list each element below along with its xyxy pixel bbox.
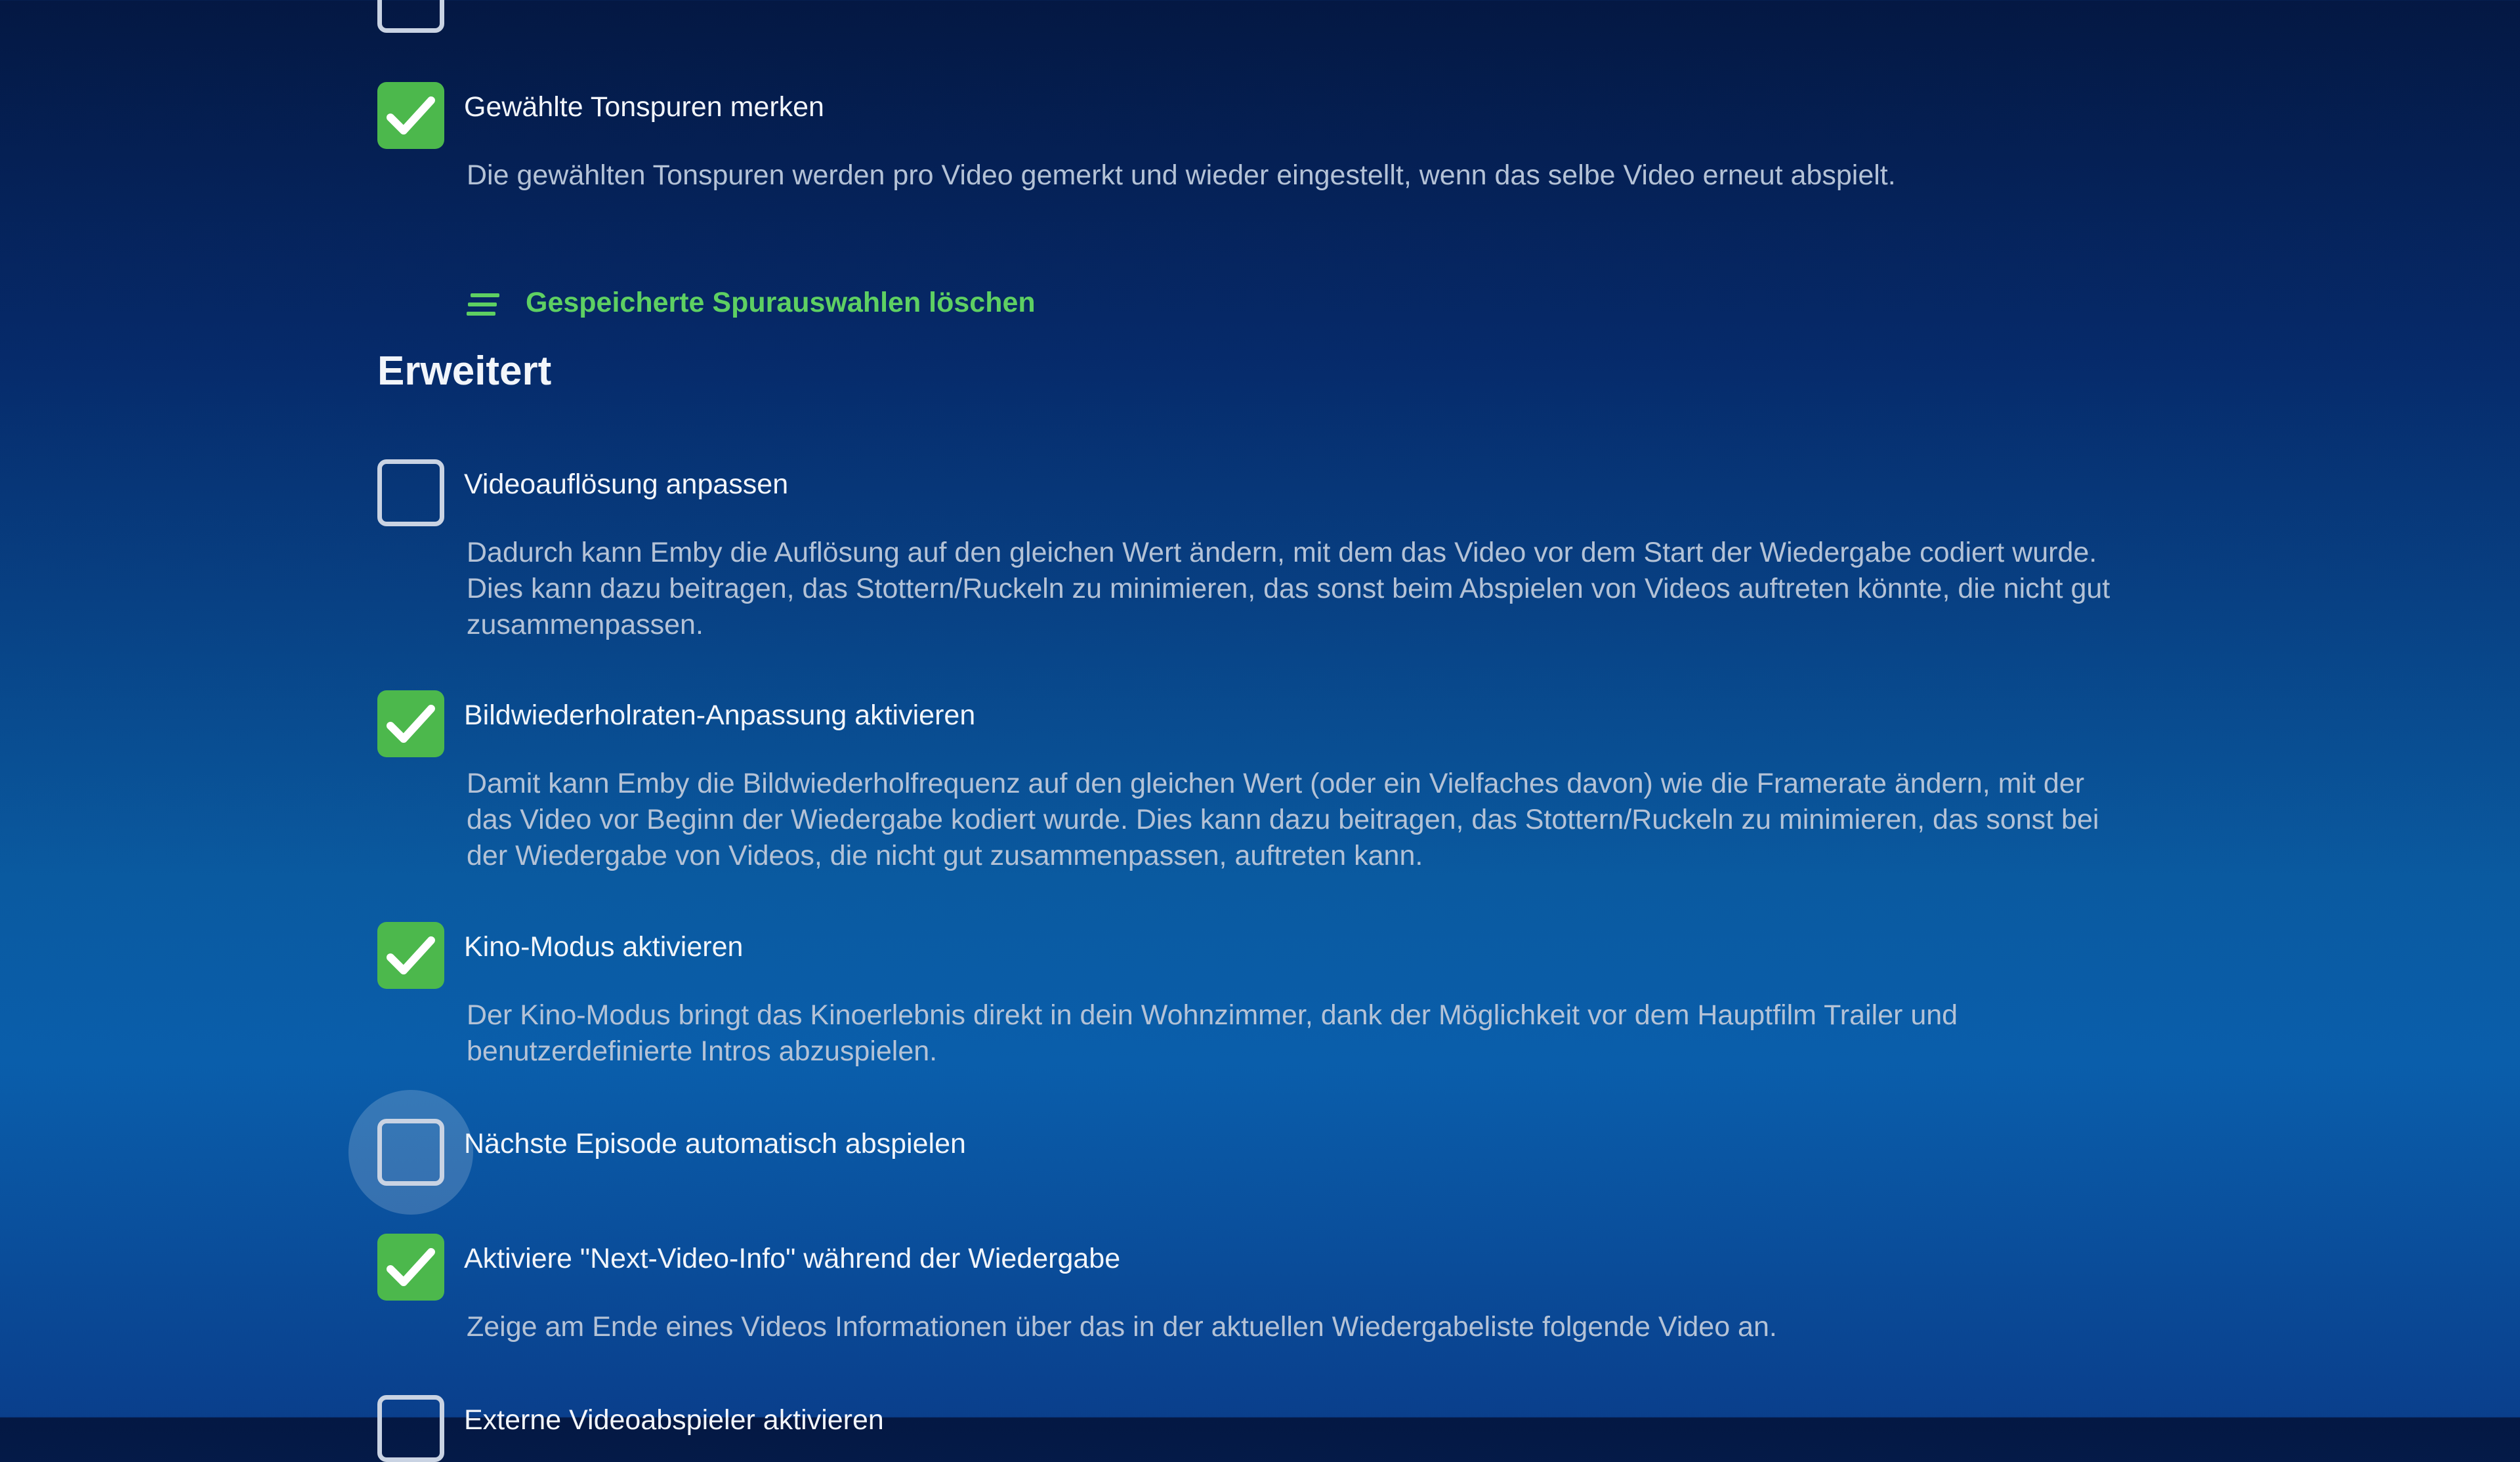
checkbox[interactable] [377, 459, 444, 526]
checkbox[interactable] [377, 82, 444, 149]
checkmark-icon [387, 701, 435, 747]
setting-description: Zeige am Ende eines Videos Informationen über das in der aktuellen Wiedergabeliste folgende Video an. [467, 1311, 1777, 1343]
checkbox[interactable] [377, 1395, 444, 1462]
checkbox[interactable] [377, 690, 444, 757]
setting-description: Dadurch kann Emby die Auflösung auf den gleichen Wert ändern, mit dem das Video vor dem Start der Wiedergabe codiert wurde. Dies kann dazu beitragen, das Stottern/Ruckeln zu minimieren, das sonst beim Abspielen von Videos auftreten könnte, die nicht gut zusammenpassen. [467, 537, 2110, 640]
checkbox[interactable] [377, 1119, 444, 1186]
setting-label: Externe Videoabspieler aktivieren [464, 1404, 884, 1436]
checkmark-icon [387, 932, 435, 978]
setting-label: Videoauflösung anpassen [464, 469, 789, 500]
setting-label: Gewählte Tonspuren merken [464, 91, 824, 123]
setting-label: Kino-Modus aktivieren [464, 931, 744, 963]
checkbox[interactable] [377, 1234, 444, 1301]
checkmark-icon [387, 1244, 435, 1290]
list-clear-icon [467, 292, 501, 318]
checkbox[interactable] [377, 922, 444, 989]
setting-label: Aktiviere "Next-Video-Info" während der Wiedergabe [464, 1243, 1121, 1274]
setting-label: Nächste Episode automatisch abspielen [464, 1128, 966, 1159]
section-title-advanced: Erweitert [377, 348, 552, 394]
checkmark-icon [387, 93, 435, 138]
setting-description: Der Kino-Modus bringt das Kinoerlebnis direkt in dein Wohnzimmer, dank der Möglichkeit vor dem Hauptfilm Trailer und benutzerdefinierte Intros abzuspielen. [467, 999, 1958, 1067]
setting-label: Bildwiederholraten-Anpassung aktivieren [464, 700, 976, 731]
setting-description: Die gewählten Tonspuren werden pro Video gemerkt und wieder eingestellt, wenn das selbe Video erneut abspielt. [467, 159, 1896, 191]
setting-description: Damit kann Emby die Bildwiederholfrequenz auf den gleichen Wert (oder ein Vielfaches davon) wie die Framerate ändern, mit der das Video vor Beginn der Wiedergabe kodiert wurde. Dies kann dazu beitragen, das Stottern/Ruckeln zu minimieren, das sonst bei der Wiedergabe von Videos, die nicht gut zusammenpassen, auftreten kann. [467, 768, 2099, 871]
checkbox[interactable] [377, 0, 444, 33]
clear-track-selections-label: Gespeicherte Spurauswahlen löschen [526, 287, 1036, 318]
